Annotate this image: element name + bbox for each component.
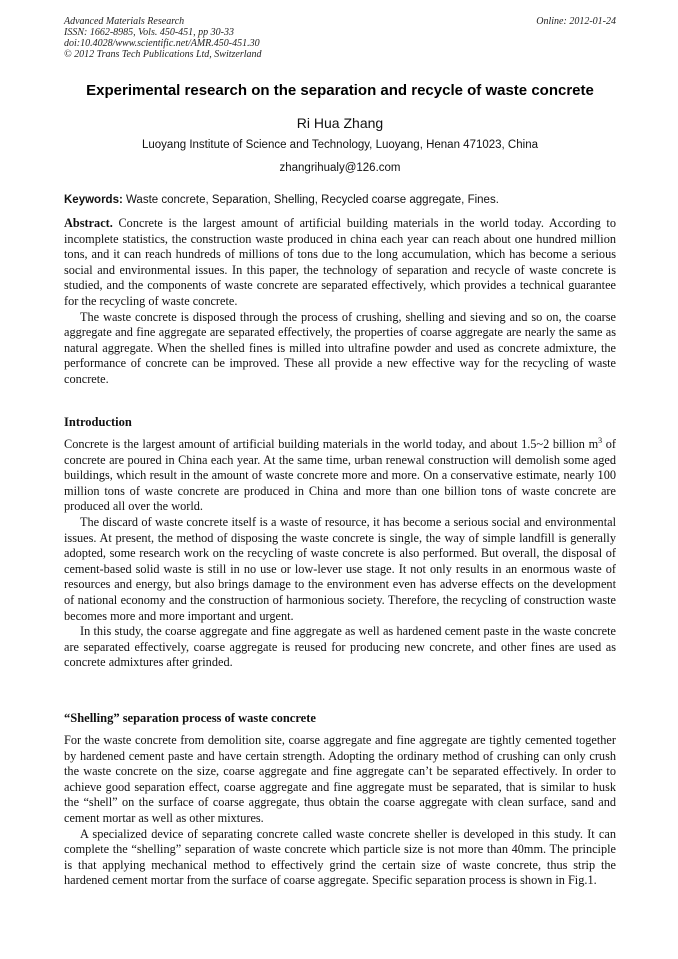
doi-line[interactable]: doi:10.4028/www.scientific.net/AMR.450-451.30 [64, 38, 260, 49]
online-date: Online: 2012-01-24 [536, 16, 616, 27]
shelling-heading: “Shelling” separation process of waste concrete [64, 711, 316, 725]
abstract-paragraph-1 [64, 216, 616, 310]
intro-p1-start: Concrete is the largest amount of artificial building materials in the world today, and about 1.5~2 billion m [64, 437, 599, 451]
intro-paragraph-3: In this study, the coarse aggregate and fine aggregate as well as hardened cement paste in the waste concrete are separated effectively, coarse aggregate is reused for producing new concrete, and other fines are used as concrete admixtures after grinded. [64, 624, 616, 670]
shelling-paragraph-1: For the waste concrete from demolition site, coarse aggregate and fine aggregate are tightly cemented together by hardened cement paste and have certain strength. Adopting the ordinary method of crushing can only crush the waste concrete on the size, coarse aggregate and fine aggregate can’t be separated effectively. In order to achieve good separation effect, coarse aggregate and fine aggregate must be separated, that is similar to husk the “shell” on the surface of coarse aggregate, thus obtain the coarse aggregate with clean surface, sand and cement mortar as well as other mixtures. [64, 733, 616, 825]
intro-paragraph-2: The discard of waste concrete itself is a waste of resource, it has become a serious social and environmental issues. At present, the method of disposing the waste concrete is single, the way of simple landfill is generally adopted, some research work on the recycling of waste concrete is also performed. But overall, the disposal of cement-based solid waste is still in no use or low-lever use stage. It not only results in an enormous waste of resources and energy, but also brings damage to the environment even has adverse effects on the development of national economy and the construction of harmonious society. Therefore, the recycling of construction waste becomes more and more important and urgent. [64, 514, 616, 623]
copyright-line: © 2012 Trans Tech Publications Ltd, Switzerland [64, 49, 262, 60]
keywords [64, 194, 616, 206]
abstract-label: Abstract. [64, 216, 113, 230]
intro-p1-end: of concrete are poured in China each year. At the same time, urban renewal construction will demolish some aged buildings, which result in the amount of waste concrete more and more. On a conservative estimate, nearly 100 million tons of waste concrete are produced in China and more than one billion tons of waste concrete are produced all over the world. [64, 437, 616, 514]
keywords-text: Waste concrete, Separation, Shelling, Recycled coarse aggregate, Fines. [126, 194, 499, 206]
journal-name: Advanced Materials Research [64, 16, 185, 27]
abstract-paragraph-2: The waste concrete is disposed through the process of crushing, shelling and sieving and so on, the coarse aggregate and fine aggregate are separated effectively, the properties of coarse aggregate are nearly the same as natural aggregate. When the shelled fines is milled into ultrafine powder and used as concrete admixture, the performance of concrete can be improved. These all provide a new effective way for the recycling of waste concrete. [64, 309, 616, 386]
issn-line: ISSN: 1662-8985, Vols. 450-451, pp 30-33 [64, 27, 234, 38]
journal-header [64, 16, 616, 60]
superscript-3: 3 [598, 436, 603, 445]
abstract-text-1: Concrete is the largest amount of artificial building materials in the world today. According to incomplete statistics, the construction waste produced in china each year can reach about one hundred million tons, and it can reach hundreds of millions of tons due to the long accumulation, which has become a serious social and environmental issues. In this paper, the technology of separation and recycle of waste concrete is studied, and the components of waste concrete are separated effectively, which provides a technical guarantee for the recycling of waste concrete. [64, 216, 616, 308]
author-email[interactable]: zhangrihualy@126.com [279, 162, 401, 174]
intro-paragraph-1 [64, 437, 616, 515]
author-name: Ri Hua Zhang [296, 115, 384, 131]
introduction-heading: Introduction [64, 415, 132, 429]
paper-title: Experimental research on the separation and recycle of waste concrete [86, 82, 594, 99]
introduction-body [64, 437, 616, 671]
shelling-paragraph-2: A specialized device of separating concrete called waste concrete sheller is developed in this study. It can complete the “shelling” separation of waste concrete which particle size is not more than 40mm. The principle is that applying mechanical method to effectively grind the certain size of waste concrete, thus strip the hardened cement mortar from the surface of coarse aggregate. Specific separation process is shown in Fig.1. [64, 826, 616, 888]
author-affiliation: Luoyang Institute of Science and Technology, Luoyang, Henan 471023, China [142, 139, 538, 151]
abstract [64, 216, 616, 388]
shelling-body [64, 733, 616, 889]
keywords-label: Keywords: [64, 194, 123, 206]
